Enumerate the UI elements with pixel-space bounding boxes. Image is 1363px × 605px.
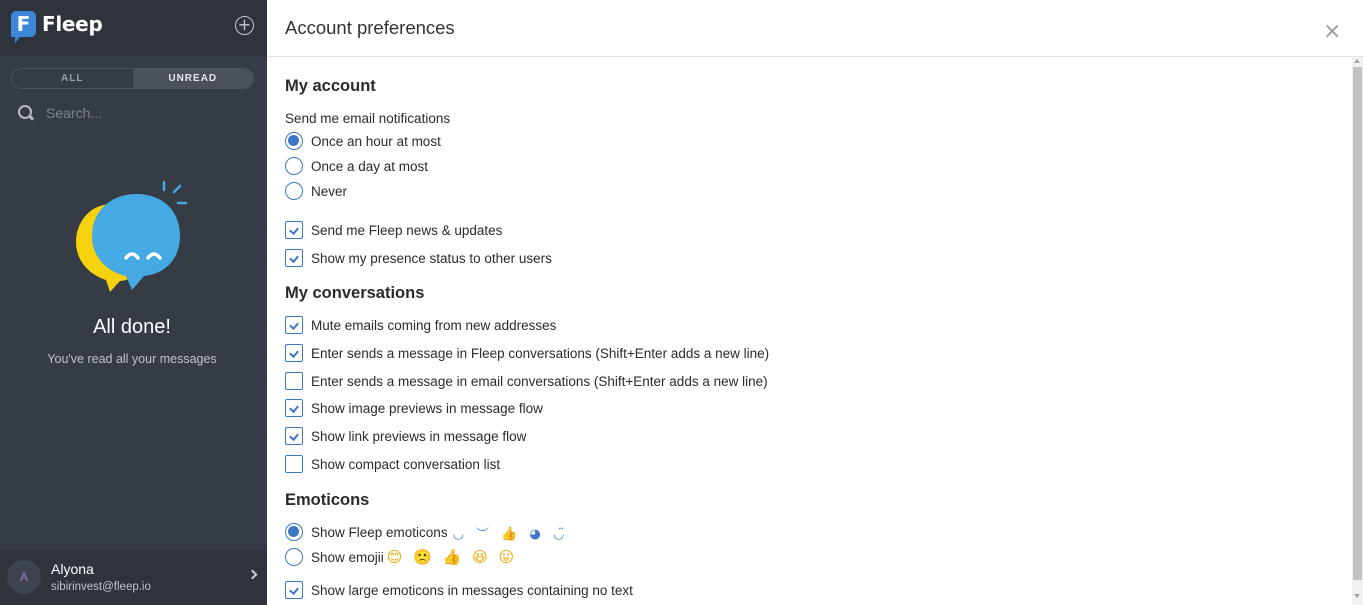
checkbox-presence-status[interactable]	[285, 248, 552, 268]
panel-header	[267, 0, 1363, 57]
checkbox-image-previews[interactable]	[285, 398, 543, 418]
radio-emojii[interactable]	[285, 547, 517, 567]
option-label: Once a day at most	[311, 158, 429, 174]
radio-once-a-day[interactable]	[285, 156, 428, 176]
new-conversation-button[interactable]: +	[235, 16, 254, 35]
empty-state-title: All done!	[93, 316, 171, 338]
checkbox-enter-sends-fleep[interactable]	[285, 343, 769, 363]
current-user-panel[interactable]	[0, 550, 267, 605]
scrollbar-thumb[interactable]	[1353, 67, 1362, 580]
page-title: Account preferences	[285, 17, 455, 38]
radio-fleep-emoticons[interactable]	[285, 522, 568, 542]
section-title-my-conversations: My conversations	[285, 284, 425, 302]
empty-state-subtitle: You've read all your messages	[47, 352, 217, 366]
close-icon[interactable]: ×	[1323, 19, 1342, 44]
option-label: Show my presence status to other users	[311, 250, 552, 266]
radio-once-an-hour[interactable]	[285, 131, 441, 151]
option-label: Show large emoticons in messages containing no text	[311, 582, 633, 598]
radio-button-selected[interactable]	[285, 523, 303, 541]
search-icon	[18, 105, 35, 122]
email-notifications-label: Send me email notifications	[285, 111, 451, 126]
checkbox-checked[interactable]	[285, 399, 303, 417]
checkbox-checked[interactable]	[285, 344, 303, 362]
filter-all-tab[interactable]: ALL	[61, 73, 84, 84]
checkbox-checked[interactable]	[285, 316, 303, 334]
search-input[interactable]	[46, 105, 236, 121]
fleep-logo-icon: F	[11, 11, 36, 37]
radio-button[interactable]	[285, 548, 303, 566]
fleep-logo[interactable]	[11, 11, 102, 37]
checkbox-mute-emails[interactable]	[285, 315, 556, 335]
brand-name: Fleep	[42, 12, 103, 36]
checkbox-compact-list[interactable]	[285, 454, 500, 474]
option-label: Show image previews in message flow	[311, 400, 543, 416]
radio-never[interactable]	[285, 181, 347, 201]
user-email: sibirinvest@fleep.io	[51, 581, 151, 593]
option-label: Once an hour at most	[311, 133, 441, 149]
section-title-my-account: My account	[285, 77, 376, 95]
conversation-filter	[11, 68, 254, 89]
checkbox-checked[interactable]	[285, 221, 303, 239]
checkbox-unchecked[interactable]	[285, 455, 303, 473]
checkbox-checked[interactable]	[285, 249, 303, 267]
radio-button[interactable]	[285, 157, 303, 175]
option-label: Enter sends a message in email conversations (Shift+Enter adds a new line)	[311, 373, 768, 389]
checkbox-large-emoticons[interactable]	[285, 580, 633, 600]
checkbox-checked[interactable]	[285, 427, 303, 445]
radio-button[interactable]	[285, 182, 303, 200]
radio-button-selected[interactable]	[285, 132, 303, 150]
user-name: Alyona	[51, 561, 94, 577]
checkbox-unchecked[interactable]	[285, 372, 303, 390]
avatar: A	[7, 560, 41, 594]
filter-unread-tab[interactable]: UNREAD	[133, 69, 254, 88]
option-label: Show emojii	[311, 549, 384, 565]
checkbox-link-previews[interactable]	[285, 426, 526, 446]
checkbox-enter-sends-email[interactable]	[285, 371, 768, 391]
scroll-up-arrow-icon[interactable]	[1354, 59, 1360, 63]
option-label: Never	[311, 183, 348, 199]
section-title-emoticons: Emoticons	[285, 491, 370, 509]
option-label: Show compact conversation list	[311, 456, 501, 472]
checkbox-checked[interactable]	[285, 581, 303, 599]
search-bar	[18, 103, 248, 123]
option-label: Show Fleep emoticons	[311, 524, 448, 540]
option-label: Enter sends a message in Fleep conversations (Shift+Enter adds a new line)	[311, 345, 770, 361]
preferences-panel	[267, 0, 1363, 605]
sidebar	[0, 0, 267, 605]
scroll-down-arrow-icon[interactable]	[1354, 594, 1360, 598]
checkbox-fleep-news[interactable]	[285, 220, 502, 240]
option-label: Mute emails coming from new addresses	[311, 317, 557, 333]
emoji-preview: 😊 🙁 👍 😆 😛	[386, 548, 518, 566]
sidebar-header	[0, 0, 267, 56]
chat-bubbles-illustration	[74, 178, 194, 298]
chevron-right-icon[interactable]	[248, 570, 258, 580]
option-label: Show link previews in message flow	[311, 428, 527, 444]
option-label: Send me Fleep news & updates	[311, 222, 503, 238]
fleep-emoticons-preview: ◡ ︶ 👍 ◕ ◡̈	[452, 526, 569, 542]
